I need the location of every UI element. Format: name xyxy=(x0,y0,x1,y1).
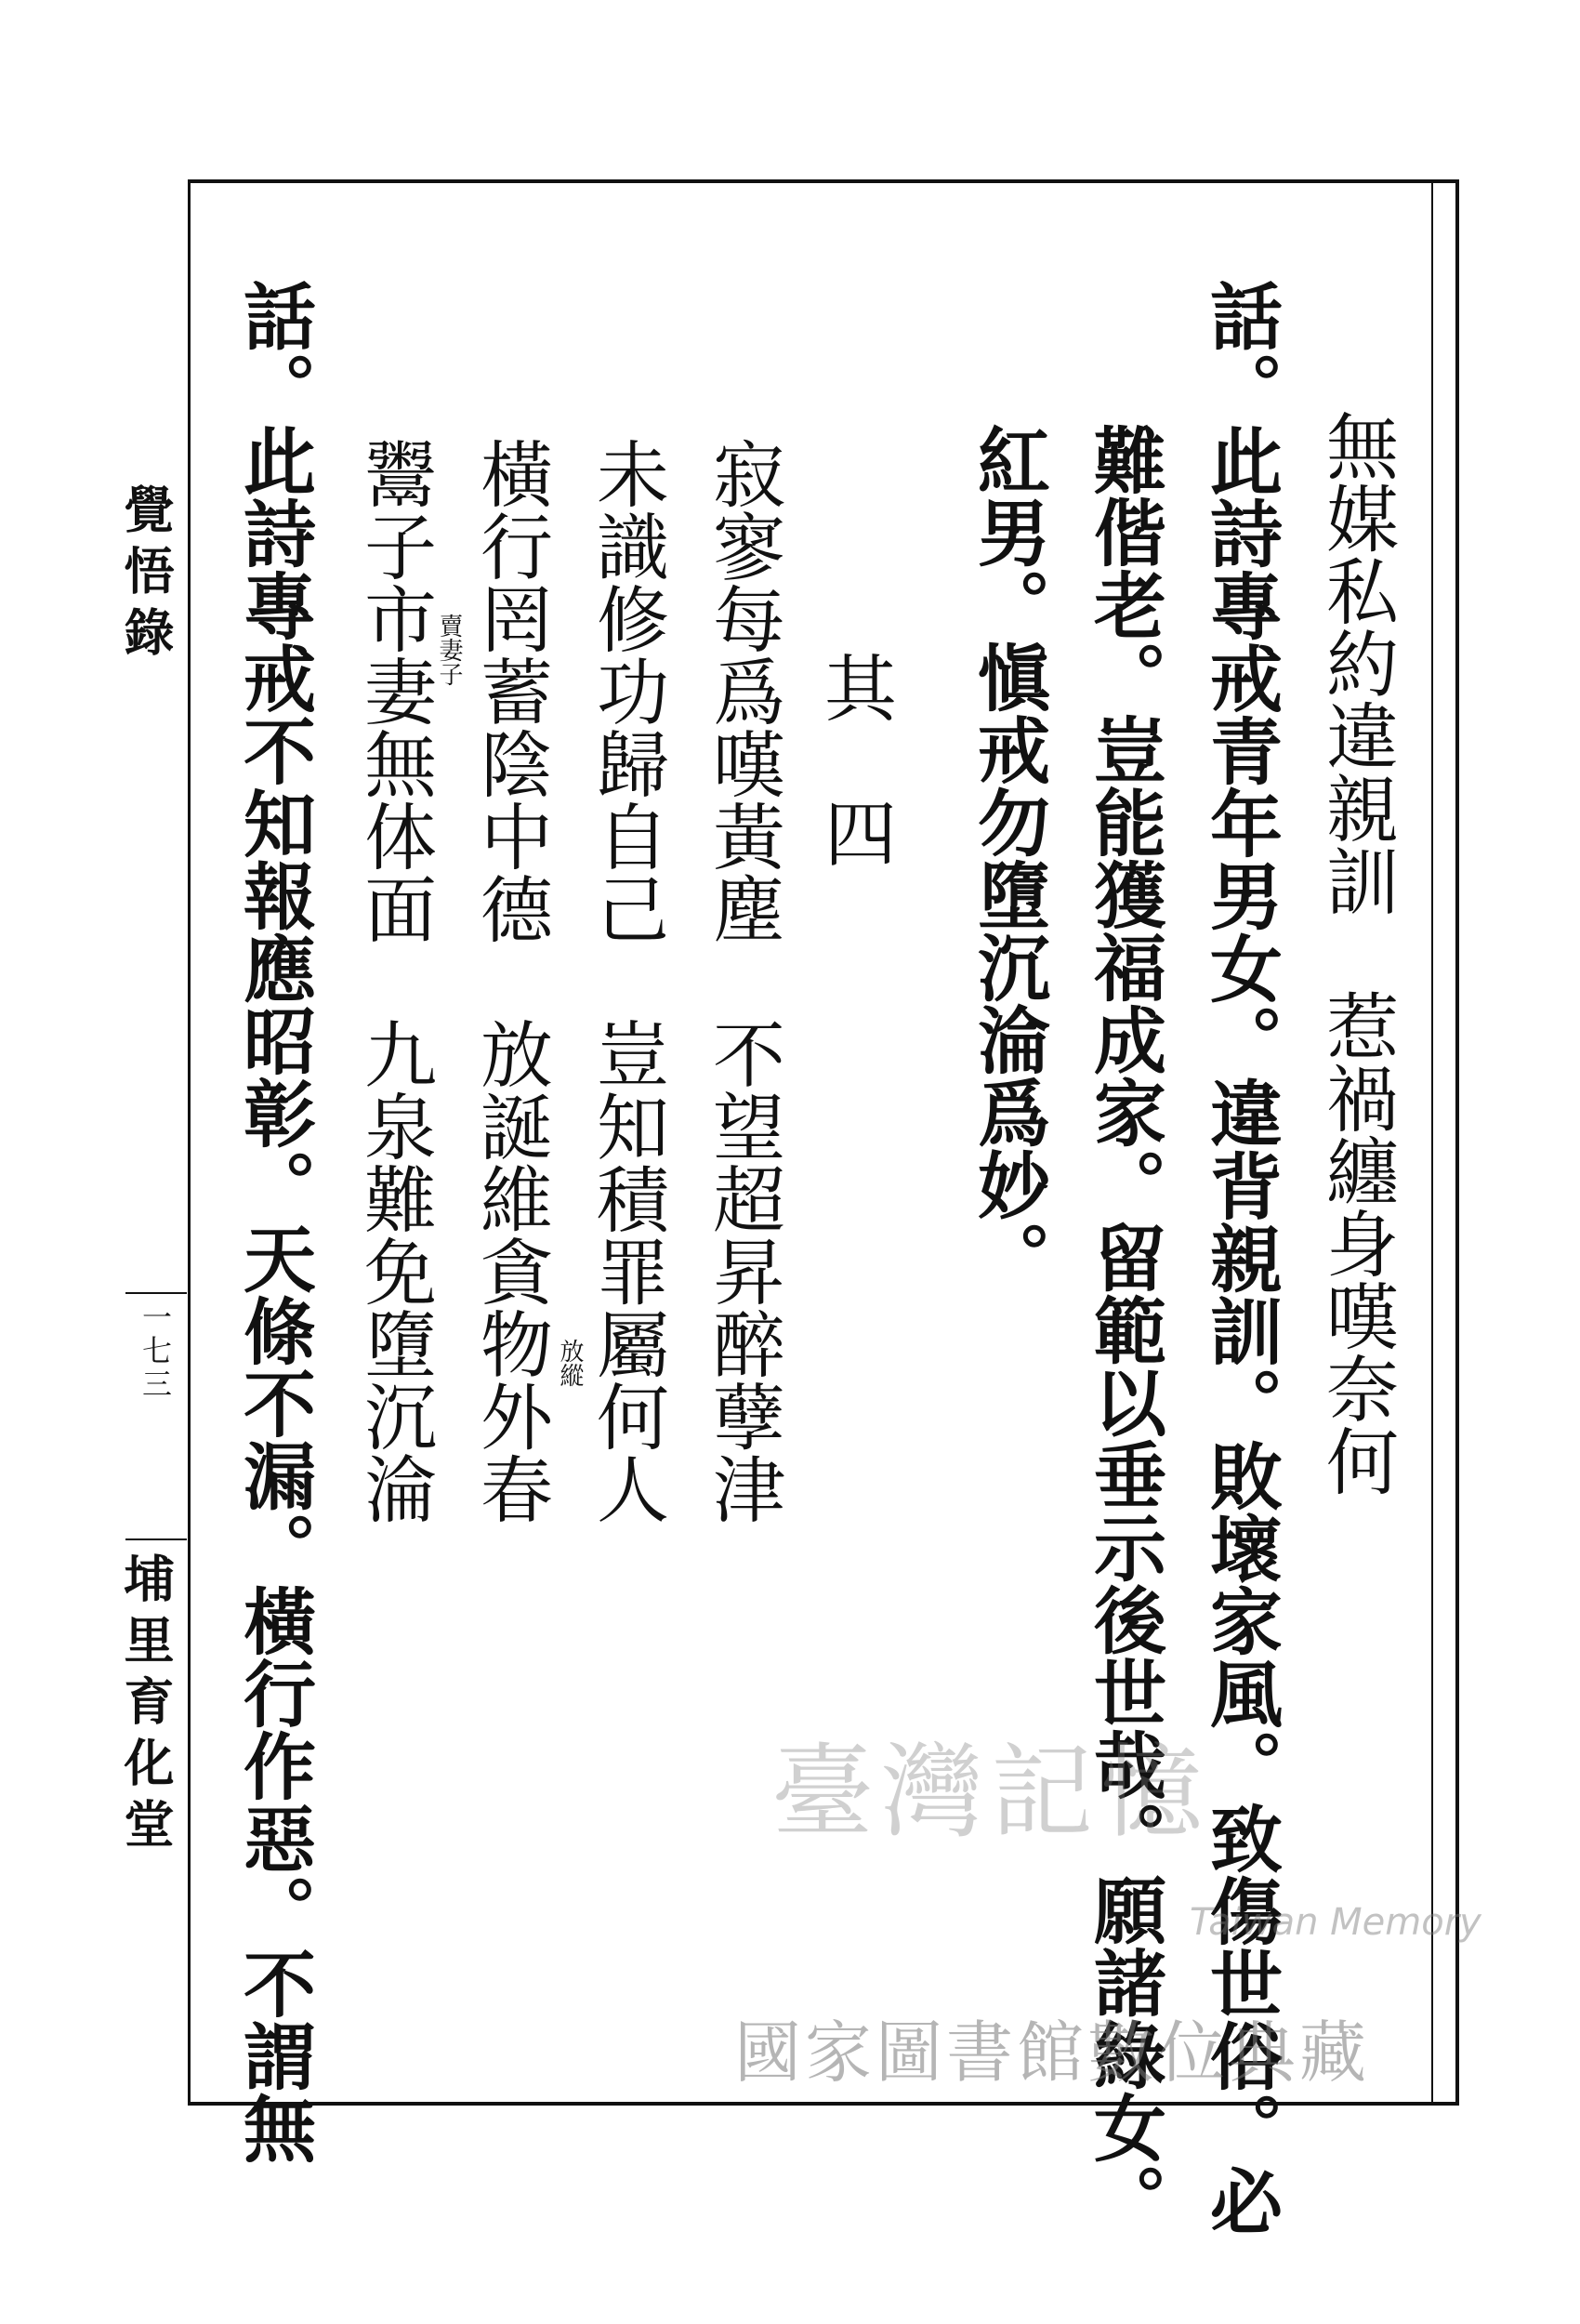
text-column-6: 寂寥每爲嘆黃塵 不望超昇醉孽津 xyxy=(701,437,784,1525)
folio-rule-top xyxy=(125,1292,187,1294)
page-number: 一七三 xyxy=(138,1301,173,1402)
gloss-mai-qi-zi: 賣妻子 xyxy=(435,614,463,686)
book-title: 覺悟錄 xyxy=(116,483,176,667)
text-column-1: 無媒私約違親訓 惹禍纏身嘆奈何 xyxy=(1314,409,1398,1497)
text-column-3: 難偕老。豈能獲福成家。留範以垂示後世哉。願諸綠女。 xyxy=(1082,423,1166,2236)
inner-border-rule xyxy=(1431,179,1433,2106)
publisher-name: 埔里育化堂 xyxy=(116,1552,176,1859)
text-column-10: 話。此詩專戒不知報應昭彰。天條不漏。橫行作惡。不謂無 xyxy=(231,279,316,2164)
watermark-library: 國家圖書館數位典藏 xyxy=(734,2014,1371,2092)
watermark-english: Taiwan Memory xyxy=(1190,1901,1481,1944)
text-column-7: 未識修功歸自己 豈知積罪屬何人 xyxy=(585,437,668,1525)
text-column-8: 橫行罔蓄陰中德 放誕維貪物外春 xyxy=(468,437,552,1525)
text-column-2: 話。此詩專戒青年男女。違背親訓。敗壞家風。致傷世俗。必 xyxy=(1198,279,1283,2237)
text-column-9: 鬻子市妻無体面 九泉難免墮沉淪 xyxy=(352,437,436,1525)
text-column-4: 紅男。愼戒勿墮沉淪爲妙。 xyxy=(966,423,1050,1293)
poem-heading: 其 四 xyxy=(812,651,896,868)
watermark-chinese: 臺灣記憶 xyxy=(771,1733,1210,1852)
folio-rule-bottom xyxy=(125,1538,187,1540)
gloss-fang-zong: 放縱 xyxy=(556,1339,584,1387)
